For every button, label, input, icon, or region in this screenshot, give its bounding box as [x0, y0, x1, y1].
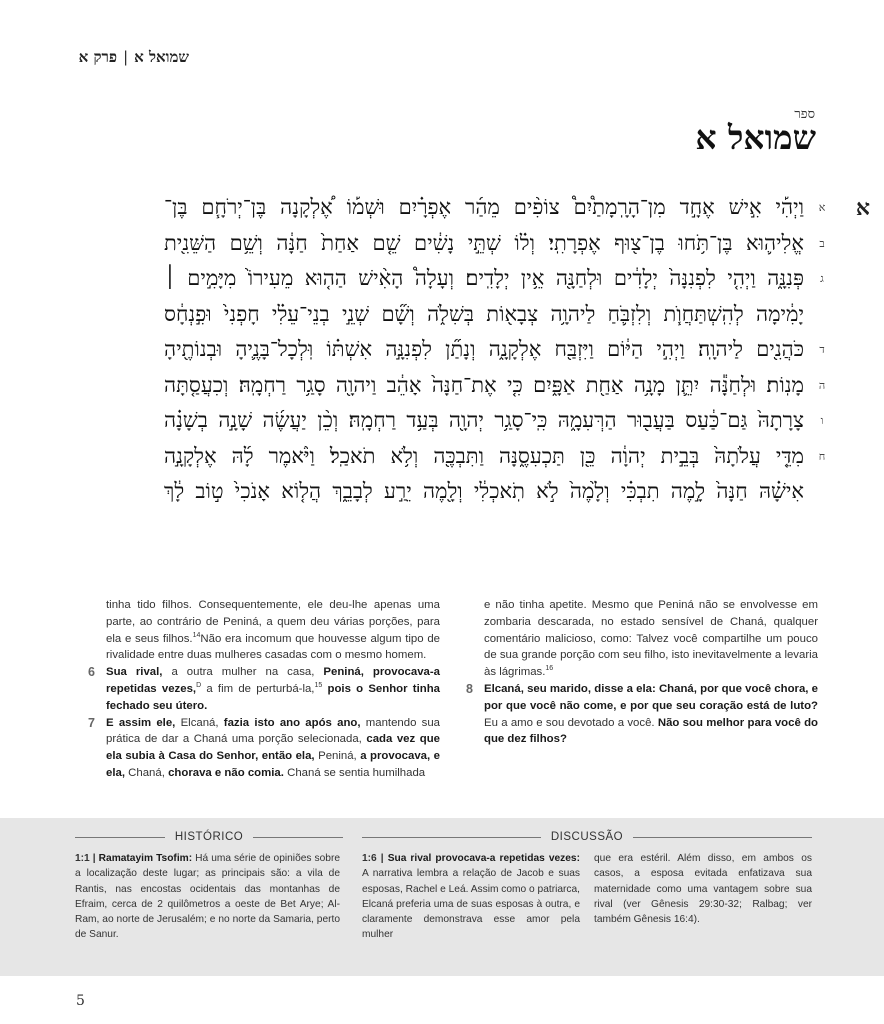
notes-panel — [0, 818, 884, 976]
verse-quote: Não sou melhor para você do que dez filhos? — [484, 716, 819, 746]
commentary-text: Peniná, — [314, 750, 361, 763]
verse-quote: chorava e não comia. — [168, 766, 284, 779]
discussao-note — [362, 851, 580, 943]
commentary-text: Chaná se sentia humilhada — [283, 766, 426, 779]
historico-note — [75, 851, 340, 943]
discussao-heading — [362, 830, 812, 844]
hebrew-text-line: וַיְהִ֡י אִ֣ישׁ אֶחָ֣ד מִן־הָרָֽמָתַ֩יִם֩ צוֹפִ֨ים מֵהַ֜ר אֶפְרָ֗יִם וּשְׁמ֡וֹ אֶ֠לְקָנָה בֶּן־יְרֹחָ֧ם בֶּן־ — [164, 195, 804, 219]
note-text: A narrativa lembra a relação de Jacob e suas esposas, Rachel e Leá. Assim como o patriarca, Elcaná preferia uma de suas esposas à outra, e claramente demonstrava esse amor pela mulher — [362, 868, 581, 941]
hebrew-text-line: מָנֽוֹת׃ וּלְחַנָּ֕ה יִתֵּ֛ן מָנָ֥ה אַחַ֖ת אַפָּ֑יִם כִּ֤י אֶת־חַנָּה֙ אָהֵ֔ב וַיהוָ֖ה סָגַ֥ר רַחְמָֽהּ׃ וְכִעֲסַ֤תָּה — [164, 372, 804, 397]
verse-marker: א — [818, 201, 826, 214]
verse-marker: ח — [818, 449, 826, 463]
hebrew-text-line: כֹּהֲנִ֖ים לַיהוָֽה׃ וַיְהִ֣י הַיּ֔וֹם וַיִּזְבַּ֖ח אֶלְקָנָ֑ה וְנָתַ֞ן לִפְנִנָּ֣ה אִשְׁתּ֗וֹ וּֽלְכָל־בָּנֶ֛יהָ וּבְנוֹתֶ֖יהָ — [164, 337, 804, 361]
hebrew-text-block — [164, 190, 804, 510]
note-text: Há uma série de opiniões sobre a localização deste lugar; as principais são: a vila de Rantis, nas encostas ocidentais das montanhas de Efraim, cerca de 2 quilômetros a oeste de Bet Arye; Al-Ram, ao norte de Jerusalém; e no norte da Samaria, perto de Sanur. — [75, 853, 341, 941]
verse-quote: Elcaná, seu marido, disse a ela: Chaná, por que você chora, e por que você não come, e por que seu coração está de luto? — [484, 682, 818, 712]
hebrew-text-line: אֱלִיה֛וּא בֶּן־תֹּ֥חוּ בֶן־צ֖וּף אֶפְרָתִֽי׃ וְל֗וֹ שְׁתֵּ֣י נָשִׁ֔ים שֵׁ֤ם אַחַת֙ חַנָּ֔ה וְשֵׁ֥ם הַשֵּׁנִ֖ית — [164, 230, 804, 255]
heading-rule — [75, 837, 165, 838]
running-header — [0, 48, 189, 67]
commentary-text: a fim de perturbá-la, — [201, 682, 315, 695]
commentary-text: mantendo sua prática de dar a Chaná uma porção selecionada, — [106, 716, 441, 746]
note-term: Sua rival provocava-a repetidas vezes: — [387, 853, 580, 864]
footnote-ref: D — [196, 682, 202, 690]
verse-quote: a provocava, e ela, — [106, 750, 441, 779]
running-header-chapter: פרק א — [78, 48, 118, 66]
book-title: שמואל א — [695, 118, 816, 157]
verse-marker: ו — [820, 414, 824, 427]
commentary-paragraph — [466, 597, 818, 681]
verse-number: 6 — [88, 665, 95, 680]
commentary-text: Chaná, — [125, 766, 169, 779]
verse-quote: Peniná, provocava-a repetidas vezes, — [106, 666, 441, 695]
note-reference: 1:6 | — [362, 853, 384, 864]
verse-number: 7 — [88, 715, 95, 730]
book-label: ספר — [794, 107, 815, 122]
verse-number: 8 — [466, 681, 473, 696]
footnote-ref: 14 — [192, 631, 201, 639]
commentary-text: Não era incomum que houvesse algum tipo de rivalidade entre duas mulheres casadas com o mesmo homem. — [106, 632, 440, 662]
heading-rule — [633, 837, 812, 838]
discussao-note-continued — [594, 851, 812, 927]
note-reference: 1:1 | — [75, 853, 96, 864]
commentary-verse-6 — [88, 664, 440, 714]
verse-quote: fazia isto ano após ano, — [223, 716, 361, 729]
note-text: que era estéril. Além disso, em ambos os casos, a esposa evitada enfatizava sua maternidade como uma vantagem sobre sua rival (ver Gênesis 29:30-32; Ralbag; ver também Gênesis 16:4). — [594, 853, 812, 926]
verse-quote: cada vez que ela subia à Casa do Senhor, então ela, — [106, 733, 440, 763]
commentary-text: e não tinha apetite. Mesmo que Peniná não se envolvesse em zombaria descarada, no estado sensível de Chaná, qualquer comentário malicioso, como: Talvez você compartilhe um pouco de sua grande porção com seu filho, isto inevitavelmente a levaria às lágrimas. — [484, 599, 818, 679]
page-number: 5 — [76, 993, 85, 1009]
verse-quote: pois o Senhor tinha fechado seu útero. — [106, 682, 440, 712]
heading-rule — [362, 837, 541, 838]
commentary-text: a outra mulher na casa, — [162, 666, 324, 679]
verse-quote: E assim ele, — [106, 716, 176, 729]
commentary-verse-8 — [466, 681, 818, 748]
hebrew-text-line: אִישָׁ֗הּ חַנָּה֙ לָ֣מֶה תִבְכִּ֗י וְלָ֙מֶה֙ לֹ֣א תֹֽאכְלִ֔י וְלָ֖מֶה יֵרַ֣ע לְבָבֵ֑ךְ הֲל֤וֹא אָנֹכִי֙ ט֣וֹב לָ֔ךְ — [164, 479, 804, 503]
commentary-right-column — [466, 597, 818, 748]
historico-heading-label: HISTÓRICO — [174, 831, 244, 843]
chapter-letter: א — [855, 195, 871, 221]
hebrew-text-line: יָמִ֔ימָה לְהִֽשְׁתַּחֲוֺ֧ת וְלִזְבֹּ֛חַ לַיהוָ֥ה צְבָא֖וֹת בְּשִׁלֹ֑ה וְשָׁ֞ם שְׁנֵ֣י בְנֵי־עֵלִ֗י חָפְנִי֙ וּפִ֣נְחָ֔ס — [164, 301, 804, 326]
running-header-separator: | — [123, 48, 129, 66]
commentary-verse-7 — [88, 715, 440, 782]
hebrew-text-line: פְּנִנָּ֑ה וַיְהִ֤י לִפְנִנָּה֙ יְלָדִ֔ים וּלְחַנָּ֖ה אֵ֥ין יְלָדִֽים׃ וְעָלָה֩ הָאִ֨ישׁ הַה֤וּא מֵעִירוֹ֙ מִיָּמִ֣ים ׀ — [164, 266, 804, 290]
verse-marker: ד — [819, 343, 825, 356]
running-header-book: שמואל א — [134, 48, 189, 66]
commentary-text: tinha tido filhos. Consequentemente, ele deu-lhe apenas uma parte, ao contrário de Peniná, a quem deu várias porções, para ela e seus filhos. — [106, 599, 440, 645]
historico-heading — [75, 830, 343, 844]
note-term: Ramatayim Tsofim: — [98, 853, 193, 864]
discussao-heading-label: DISCUSSÃO — [550, 831, 624, 843]
verse-marker: ה — [818, 378, 826, 392]
commentary-text: Elcaná, — [175, 716, 224, 729]
commentary-text: Eu a amo e sou devotado a você. — [484, 716, 658, 729]
hebrew-text-line: צָרָתָהּ֙ גַּם־כַּ֔עַס בַּעֲב֖וּר הַרְּעִמָ֑הּ כִּֽי־סָגַ֥ר יְהוָ֖ה בְּעַ֥ד רַחְמָֽהּ׃ וְכֵ֨ן יַעֲשֶׂ֜ה שָׁנָ֣ה בְשָׁנָ֗ה — [164, 408, 804, 432]
verse-marker: ב — [819, 236, 825, 250]
commentary-left-column — [88, 597, 440, 782]
footnote-ref: 15 — [314, 682, 323, 690]
footnote-ref: 16 — [545, 665, 554, 673]
heading-rule — [253, 837, 343, 838]
hebrew-text-line: מִדֵּ֤י עֲלֹתָהּ֙ בְּבֵ֣ית יְהוָ֔ה כֵּ֖ן תַּכְעִסֶ֑נָּה וַתִּבְכֶּ֖ה וְלֹ֥א תֹאכַֽל׃ וַיֹּ֨אמֶר לָ֜הּ אֶלְקָנָ֣ה — [164, 443, 804, 468]
commentary-paragraph — [88, 597, 440, 664]
verse-quote: Sua rival, — [106, 666, 163, 679]
verse-marker: ג — [820, 272, 824, 285]
